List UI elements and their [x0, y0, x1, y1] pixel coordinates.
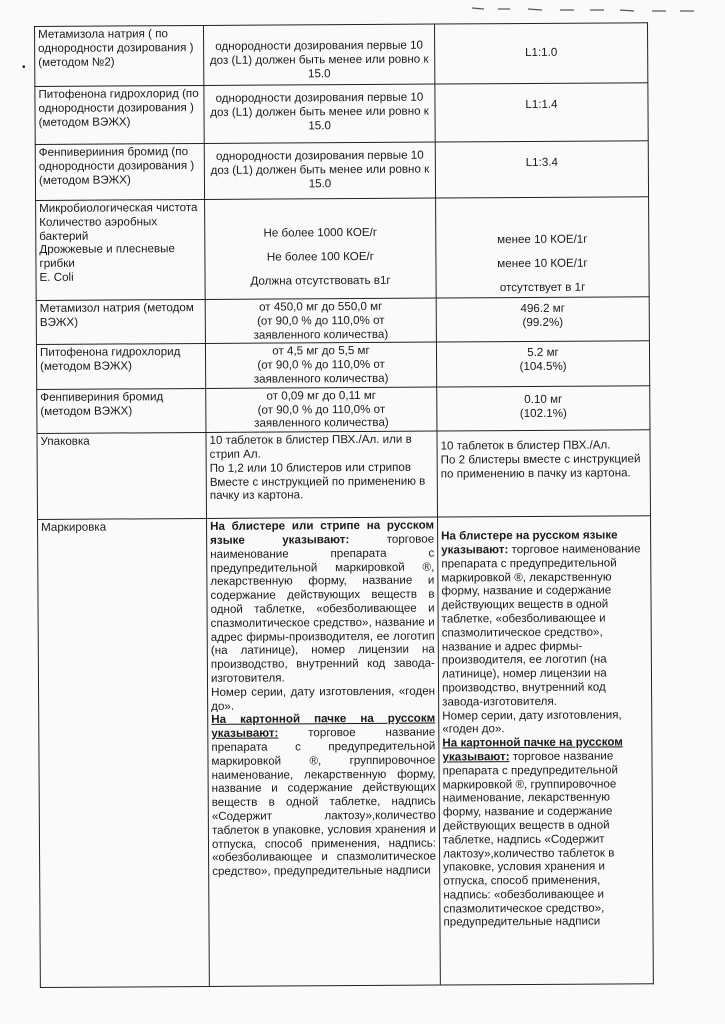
param-name: Фенпивериния бромид (методом ВЭЖХ): [37, 388, 206, 433]
marking-spec-heading-1: На блистере или стрипе на русском языке указывают:: [210, 518, 435, 547]
marking-result: [438, 516, 654, 985]
marking-spec-text-1: торговое наименование препарата с предупредительной маркировкой ®, лекарственную форму, название и содержание действующих веществ в одной таблетке, «обезболивающее и спазмолитическое средство», название и адрес фирмы-производителя, ее логотип (на латинице), номер лицензии на производство, внутренний код завода-изготовителя.: [210, 532, 435, 685]
scan-dash-marks: [470, 4, 700, 12]
micro-names: [36, 199, 206, 300]
micro-aerobic-spec: Не более 1000 КОЕ/г: [263, 225, 378, 240]
param-spec: [206, 387, 437, 433]
micro-ecoli: E. Coli: [39, 270, 74, 284]
marking-res-heading-2: На картонной пачке на русском указывают:: [442, 735, 623, 764]
micro-yeast-res: менее 10 КОЕ/1г: [497, 256, 588, 270]
result-line: По 2 блистеры вместе с инструкцией по применению в пачку из картона.: [440, 452, 641, 481]
spec-line: заявленного количества): [253, 371, 389, 386]
result-line: (102.1%): [519, 406, 567, 420]
marking-res-text-3: торговое название препарата с предупредительной маркировкой ®, группировочное наименование, лекарственную форму, название и содержание действующих веществ в одной таблетке, надпись «Содержит лактозу»,количество таблеток в упаковке, условия хранения и отпуска, способ применения, надпись: «обезболивающее и спазмолитическое средство», предупредительные надписи: [442, 749, 619, 929]
param-name: Маркировка: [38, 519, 210, 988]
spec-line: заявленного количества): [253, 327, 389, 342]
micro-specs: [205, 198, 437, 299]
marking-res-text-2: Номер серии, дату изготовления, «годен до».: [442, 707, 622, 736]
table-row: [35, 83, 648, 145]
micro-aerobic: Количество аэробных бактерий: [39, 215, 158, 243]
param-name: Метамизол натрия (методом ВЭЖХ): [36, 299, 205, 344]
table-row: [36, 341, 649, 389]
result-line: 10 таблеток в блистер ПВХ./Ал.: [440, 438, 611, 453]
param-result: [436, 297, 649, 343]
packaging-result: [437, 430, 651, 517]
marking-spec-text-2: Номер серии, дату изготовления, «годен до».: [211, 684, 436, 713]
result-line: 5.2 мг: [527, 346, 559, 360]
table-row: [36, 297, 649, 345]
micro-ecoli-res: отсутствует в 1г: [499, 280, 586, 294]
spec-line: (от 90,0 % до 110,0% от: [257, 313, 385, 328]
param-spec: однородности дозирования первые 10 доз (L1) должен быть менее или ровно к 15.0: [204, 84, 435, 143]
spec-line: 10 таблеток в блистер ПВХ./Ал. или в стрип Ал.: [209, 432, 412, 461]
param-name: Питофенона гидрохлорид (по однородности дозирования ) (методом ВЭЖХ): [35, 85, 204, 144]
param-name: Питофенона гидрохлорид (методом ВЭЖХ): [36, 344, 205, 389]
param-result: [436, 341, 649, 387]
param-spec: однородности дозирования первые 10 доз (L1) должен быть менее или ровно к 15.0: [204, 142, 435, 199]
result-line: (104.5%): [519, 359, 567, 374]
table-row: [35, 23, 648, 87]
table-row-micro: [36, 197, 650, 301]
micro-results: [436, 197, 650, 298]
result-line: (99.2%): [522, 315, 564, 329]
micro-ecoli-spec: Должна отсутствовать в1г: [250, 273, 391, 288]
param-result: L1:3.4: [435, 141, 648, 198]
document-page: [34, 22, 644, 994]
param-spec: однородности дозирования первые 10 доз (L1) должен быть менее или ровно к 15.0: [203, 24, 434, 85]
param-spec: [205, 298, 436, 344]
micro-yeast: Дрожжевые и плесневые грибки: [39, 242, 175, 271]
table-row: [35, 141, 648, 201]
param-spec: [205, 342, 436, 388]
spec-line: от 450,0 мг до 550,0 мг: [259, 299, 383, 314]
spec-line: Вместе с инструкцией по применению в пачку из картона.: [209, 474, 426, 503]
micro-aerobic-res: менее 10 КОЕ/1г: [497, 232, 588, 247]
micro-title: Микробиологическая чистота: [39, 201, 198, 215]
marking-spec-text-3: торговое название препарата с предупредительной маркировкой ®, группировочное наименование, лекарственную форму, название и содержание действующих веществ в одной таблетке, надпись «Содержит лактозу»,количество таблеток в упаковке, условия хранения и отпуска, способ применения, надпись: «обезболивающее и спазмолитическое средство», предупредительные надписи: [211, 725, 437, 879]
param-result: L1:1.0: [434, 23, 647, 84]
param-result: L1:1.4: [435, 83, 648, 142]
packaging-spec: [206, 431, 438, 518]
table-row: [37, 386, 650, 434]
micro-yeast-spec: Не более 100 КОЕ/г: [266, 249, 375, 264]
spec-line: от 0,09 мг до 0,11 мг: [266, 388, 377, 403]
marking-res-heading-1: На блистере на русском языке указывают:: [441, 528, 618, 557]
result-line: 496.2 мг: [520, 301, 565, 316]
param-name: Фенпиверииния бромид (по однородности дозирования ) (методом ВЭЖХ): [35, 143, 204, 200]
table-row-marking: [38, 516, 654, 988]
param-name: Метамизола натрия ( по однородности дозирования ) (методом №2): [35, 25, 204, 86]
spec-line: (от 90,0 % до 110,0% от: [257, 358, 385, 372]
marking-res-text-1: торговое наименование препарата с предупредительной маркировкой ®, лекарственную форму, название и содержание действующих веществ в одной таблетке, «обезболивающее и спазмолитическое средство», название и адрес фирмы-производителя, ее логотип (на латинице), номер лицензии на производство, внутренний код завода-изготовителя.: [441, 542, 641, 709]
spec-line: от 4,5 мг до 5,5 мг: [272, 344, 370, 358]
param-name: Упаковка: [37, 433, 207, 520]
result-line: 0.10 мг: [524, 392, 563, 406]
spec-line: заявленного количества): [254, 416, 389, 431]
spec-line: (от 90,0 % до 110,0% от: [257, 402, 386, 417]
marking-spec-heading-2: На картонной пачке на руссокм указывают:: [211, 711, 436, 741]
spec-line: По 1,2 или 10 блистеров или стрипов: [209, 460, 412, 475]
param-result: [437, 386, 650, 432]
table-row-packaging: [37, 430, 651, 520]
spec-table: [34, 22, 654, 988]
marking-spec: [207, 517, 441, 986]
scan-mark: •: [22, 62, 26, 73]
